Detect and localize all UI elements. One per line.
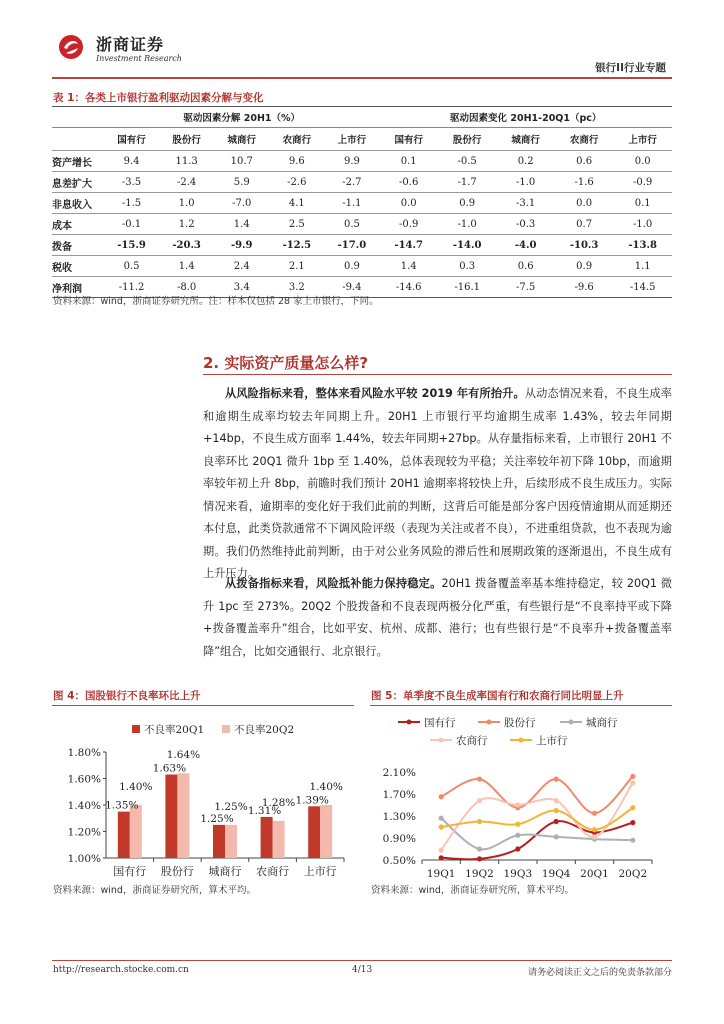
table-title: 表 1：各类上市银行盈利驱动因素分解与变化 <box>53 92 264 104</box>
figure5-source: 资料来源：wind，浙商证券研究所，算术平均。 <box>371 885 574 896</box>
row-label: 净利润 <box>52 277 104 298</box>
bar <box>213 825 225 858</box>
column-header: 上市行 <box>628 135 657 146</box>
y-tick-label: 2.10% <box>382 767 416 779</box>
table-cell: 5.9 <box>214 172 269 193</box>
y-tick-label: 1.40% <box>67 800 101 812</box>
table-row <box>52 193 672 214</box>
data-point <box>554 819 559 824</box>
y-tick-label: 0.50% <box>382 855 416 867</box>
data-label: 1.35% <box>105 799 139 812</box>
table-cell: -3.1 <box>496 193 554 214</box>
series-line <box>441 776 633 813</box>
paragraph-body: 20H1 拨备覆盖率基本维持稳定，较 20Q1 微升 1pc 至 273%。20Q2 个股拨备和不良表现两极分化严重，有些银行是“不良率持平或下降+拨备覆盖率升”组合，比如平安、杭州、成都、港行；也有些银行是“不良率升+拨备覆盖率降”组合，比如交通银行、北京银行。 <box>203 577 672 658</box>
table-cell: 9.4 <box>104 151 159 172</box>
y-tick-label: 1.20% <box>67 826 101 839</box>
table-cell: 0.5 <box>104 256 159 277</box>
table-row <box>52 256 672 277</box>
table-cell: -14.0 <box>438 235 496 256</box>
legend-label: 城商行 <box>586 717 618 729</box>
data-label: 1.64% <box>166 749 201 762</box>
figure5-rule <box>370 705 672 706</box>
data-point <box>439 848 444 853</box>
table-cell: -4.0 <box>496 235 554 256</box>
table-cell: 2.5 <box>269 214 324 235</box>
driver-table <box>52 107 672 298</box>
x-tick-label: 20Q2 <box>618 868 648 880</box>
footer-disclaimer: 请务必阅读正文之后的免责条款部分 <box>527 968 672 978</box>
data-point <box>554 798 559 803</box>
group-header-right: 驱动因素变化 20H1-20Q1（pc） <box>379 107 672 128</box>
bar <box>320 805 332 858</box>
column-header: 国有行 <box>117 135 146 146</box>
data-point <box>439 794 444 799</box>
table-cell: -14.7 <box>379 235 437 256</box>
table-cell: 0.2 <box>496 151 554 172</box>
data-point <box>477 846 482 851</box>
paragraph-lead: 从风险指标来看，整体来看风险水平较 2019 年有所抬升。 <box>225 387 525 400</box>
y-tick-label: 0.90% <box>382 833 416 845</box>
table-cell: 0.7 <box>555 214 613 235</box>
x-tick-label: 19Q2 <box>465 868 494 880</box>
paragraph-body: 从动态情况来看，不良生成率和逾期生成率均较去年同期上升。20H1 上市银行平均逾期生成率 1.43%，较去年同期+14bp，不良生成方面率 1.44%，较去年同期+27bp。从存量指标来看，上市银行 20H1 不良率环比 20Q1 微升 1bp 至 1.40%，总体表现较为平稳；关注率较年初下降 10bp，而逾期率较年初上升 8bp，前瞻时我们预计 20H1 逾期率将较快上升，后续形成不良生成压力。实际情况来看，逾期率的变化好于我们此前的判断，这背后可能是部分客户因疫情逾期从而延期还本付息，此类贷款通常不下调风险评级（表现为关注或者不良），不进重组贷款，也不表现为逾期。我们仍然维持此前判断，由于对公业务风险的滞后性和展期政策的逐渐退出，不良生成有上升压力。 <box>203 387 672 580</box>
table-cell: 0.9 <box>555 256 613 277</box>
table-cell: -9.9 <box>214 235 269 256</box>
data-point <box>630 838 635 843</box>
group-header-left: 驱动因素分解 20H1（%） <box>104 107 379 128</box>
bar <box>130 805 142 858</box>
table-cell: -3.5 <box>104 172 159 193</box>
row-label: 拨备 <box>52 235 104 256</box>
paragraph-provision <box>203 573 672 663</box>
row-label: 税收 <box>52 256 104 277</box>
data-point <box>439 816 444 821</box>
bar <box>165 775 177 858</box>
legend-marker <box>487 720 492 725</box>
logo-text: 浙商证券 <box>96 35 165 54</box>
table-cell: -9.6 <box>555 277 613 298</box>
table-cell: 11.3 <box>159 151 214 172</box>
column-header: 农商行 <box>569 135 599 146</box>
legend-marker <box>439 738 444 743</box>
legend-label: 不良率20Q2 <box>234 724 295 736</box>
table-cell: -9.4 <box>324 277 379 298</box>
data-label: 1.39% <box>295 794 329 807</box>
figure4-rule <box>52 705 354 706</box>
table-cell: -2.6 <box>269 172 324 193</box>
y-tick-label: 1.70% <box>382 789 416 801</box>
table-cell: -0.5 <box>438 151 496 172</box>
x-tick-label: 城商行 <box>208 865 242 878</box>
table-cell: -8.0 <box>159 277 214 298</box>
table-cell: 0.6 <box>555 151 613 172</box>
table-cell: 0.0 <box>555 193 613 214</box>
page-number: 4/13 <box>352 965 373 975</box>
legend-label: 农商行 <box>456 735 488 747</box>
bar <box>225 825 237 858</box>
data-point <box>477 777 482 782</box>
data-point <box>554 808 559 813</box>
column-header: 城商行 <box>511 135 540 146</box>
table-corner <box>52 107 104 128</box>
table-cell: 0.0 <box>613 151 672 172</box>
table-cell: -11.2 <box>104 277 159 298</box>
row-label: 非息收入 <box>52 193 104 214</box>
table-cell: 9.9 <box>324 151 379 172</box>
table-cell: -0.1 <box>104 214 159 235</box>
table-source: 资料来源：wind，浙商证券研究所。注：样本仅包括 28 家上市银行，下同。 <box>53 296 379 307</box>
table-cell: 0.1 <box>613 193 672 214</box>
table-cell: 9.6 <box>269 151 324 172</box>
table-cell: -1.1 <box>324 193 379 214</box>
table-cell: 10.7 <box>214 151 269 172</box>
column-header: 上市行 <box>337 135 367 146</box>
legend-label: 股份行 <box>504 717 536 729</box>
table-cell: 1.4 <box>214 214 269 235</box>
column-header-row <box>52 128 672 151</box>
x-tick-label: 20Q1 <box>580 868 609 880</box>
row-label: 资产增长 <box>52 151 104 172</box>
x-tick-label: 19Q1 <box>426 868 456 880</box>
data-label: 1.28% <box>261 796 296 809</box>
data-point <box>515 833 520 838</box>
figure4-title: 图 4：国股银行不良率环比上升 <box>53 690 201 702</box>
table-cell: 3.2 <box>269 277 324 298</box>
table-cell: -10.3 <box>555 235 613 256</box>
table-cell: -1.7 <box>438 172 496 193</box>
data-point <box>439 855 444 860</box>
data-point <box>592 834 597 839</box>
table-cell: -7.0 <box>214 193 269 214</box>
bar <box>261 817 273 858</box>
data-point <box>554 834 559 839</box>
data-point <box>630 780 635 785</box>
table-cell: 1.1 <box>613 256 672 277</box>
footer-url[interactable]: http://research.stocke.com.cn <box>53 965 189 975</box>
data-point <box>630 805 635 810</box>
data-point <box>477 819 482 824</box>
table-cell: -1.0 <box>613 214 672 235</box>
table-cell: -2.7 <box>324 172 379 193</box>
column-header: 农商行 <box>282 135 312 146</box>
column-header: 股份行 <box>452 135 482 146</box>
table-cell: -14.5 <box>613 277 672 298</box>
bar <box>308 806 320 858</box>
data-label: 1.63% <box>152 762 187 775</box>
table-cell: 1.2 <box>159 214 214 235</box>
section-heading: 2. 实际资产质量怎么样? <box>203 354 369 372</box>
paragraph-risk <box>203 383 672 586</box>
y-tick-label: 1.80% <box>67 747 101 759</box>
data-label: 1.40% <box>309 781 343 793</box>
data-point <box>554 777 559 782</box>
data-label: 1.40% <box>119 781 153 793</box>
x-tick-label: 19Q3 <box>503 868 533 880</box>
row-label: 息差扩大 <box>52 172 104 193</box>
x-tick-label: 国有行 <box>113 865 147 878</box>
row-label: 成本 <box>52 214 104 235</box>
bar <box>273 821 285 858</box>
legend-label: 不良率20Q1 <box>144 724 205 736</box>
legend-swatch <box>132 725 140 733</box>
bar <box>118 812 130 858</box>
table-cell: -1.6 <box>555 172 613 193</box>
data-point <box>630 820 635 825</box>
report-category: 银行II行业专题 <box>595 62 666 74</box>
data-point <box>592 827 597 832</box>
table-cell: -12.5 <box>269 235 324 256</box>
table-cell: -0.6 <box>379 172 437 193</box>
column-header: 国有行 <box>394 135 423 146</box>
table-cell: -0.9 <box>379 214 437 235</box>
y-tick-label: 1.00% <box>67 853 101 865</box>
table-cell: 0.1 <box>379 151 437 172</box>
table-cell: -1.0 <box>438 214 496 235</box>
data-point <box>515 846 520 851</box>
table-cell: -16.1 <box>438 277 496 298</box>
y-tick-label: 1.30% <box>382 811 416 823</box>
data-point <box>592 811 597 816</box>
x-tick-label: 股份行 <box>160 865 194 878</box>
legend-marker <box>569 720 574 725</box>
data-point <box>515 822 520 827</box>
table-cell: -2.4 <box>159 172 214 193</box>
figure5-chart <box>370 710 672 882</box>
table-cell: 1.4 <box>159 256 214 277</box>
x-tick-label: 19Q4 <box>541 868 571 880</box>
table-cell: 2.1 <box>269 256 324 277</box>
legend-label: 上市行 <box>536 735 568 747</box>
table-cell: -0.3 <box>496 214 554 235</box>
table-cell: 0.9 <box>438 193 496 214</box>
legend-swatch <box>222 725 230 733</box>
table-cell: -15.9 <box>104 235 159 256</box>
table-cell: 2.4 <box>214 256 269 277</box>
table-cell: 0.3 <box>438 256 496 277</box>
header-divider <box>52 77 672 79</box>
table-cell: 0.5 <box>324 214 379 235</box>
data-point <box>477 798 482 803</box>
data-point <box>515 802 520 807</box>
section-divider <box>203 374 672 375</box>
logo-icon <box>58 34 84 60</box>
table-cell: 1.4 <box>379 256 437 277</box>
bar <box>177 773 189 858</box>
table-body <box>52 151 672 298</box>
figure5-title: 图 5：单季度不良生成率国有行和农商行同比明显上升 <box>371 690 624 702</box>
table-cell: 0.9 <box>324 256 379 277</box>
data-label: 1.25% <box>214 800 248 813</box>
figure4-source: 资料来源：wind，浙商证券研究所，算术平均。 <box>53 885 256 896</box>
table-cell: -1.0 <box>496 172 554 193</box>
table-cell: 4.1 <box>269 193 324 214</box>
table-cell: 0.0 <box>379 193 437 214</box>
x-tick-label: 上市行 <box>303 865 337 878</box>
x-tick-label: 农商行 <box>256 865 290 878</box>
footer-divider <box>52 960 672 961</box>
table-row <box>52 214 672 235</box>
table-cell: 3.4 <box>214 277 269 298</box>
data-point <box>477 856 482 861</box>
table-cell: -1.5 <box>104 193 159 214</box>
table-cell: 0.6 <box>496 256 554 277</box>
table-row <box>52 151 672 172</box>
data-point <box>630 774 635 779</box>
data-point <box>439 824 444 829</box>
column-header: 股份行 <box>172 135 201 146</box>
table-cell: -13.8 <box>613 235 672 256</box>
legend-label: 国有行 <box>424 717 456 729</box>
data-label: 1.31% <box>247 804 282 817</box>
data-label: 1.25% <box>200 812 234 825</box>
y-tick-label: 1.60% <box>67 773 101 786</box>
table-cell: 1.0 <box>159 193 214 214</box>
column-header: 城商行 <box>227 135 256 146</box>
table-row <box>52 172 672 193</box>
table-cell: -14.6 <box>379 277 437 298</box>
logo-subtext: Investment Research <box>96 54 182 63</box>
paragraph-lead: 从拨备指标来看，风险抵补能力保持稳定。 <box>225 577 442 590</box>
table-cell: -20.3 <box>159 235 214 256</box>
table-cell: -17.0 <box>324 235 379 256</box>
table-cell: -0.9 <box>613 172 672 193</box>
legend-marker <box>407 720 412 725</box>
table-corner <box>52 128 104 151</box>
legend-marker <box>519 738 524 743</box>
table-cell: -7.5 <box>496 277 554 298</box>
table-row <box>52 235 672 256</box>
figure4-chart <box>52 710 354 882</box>
